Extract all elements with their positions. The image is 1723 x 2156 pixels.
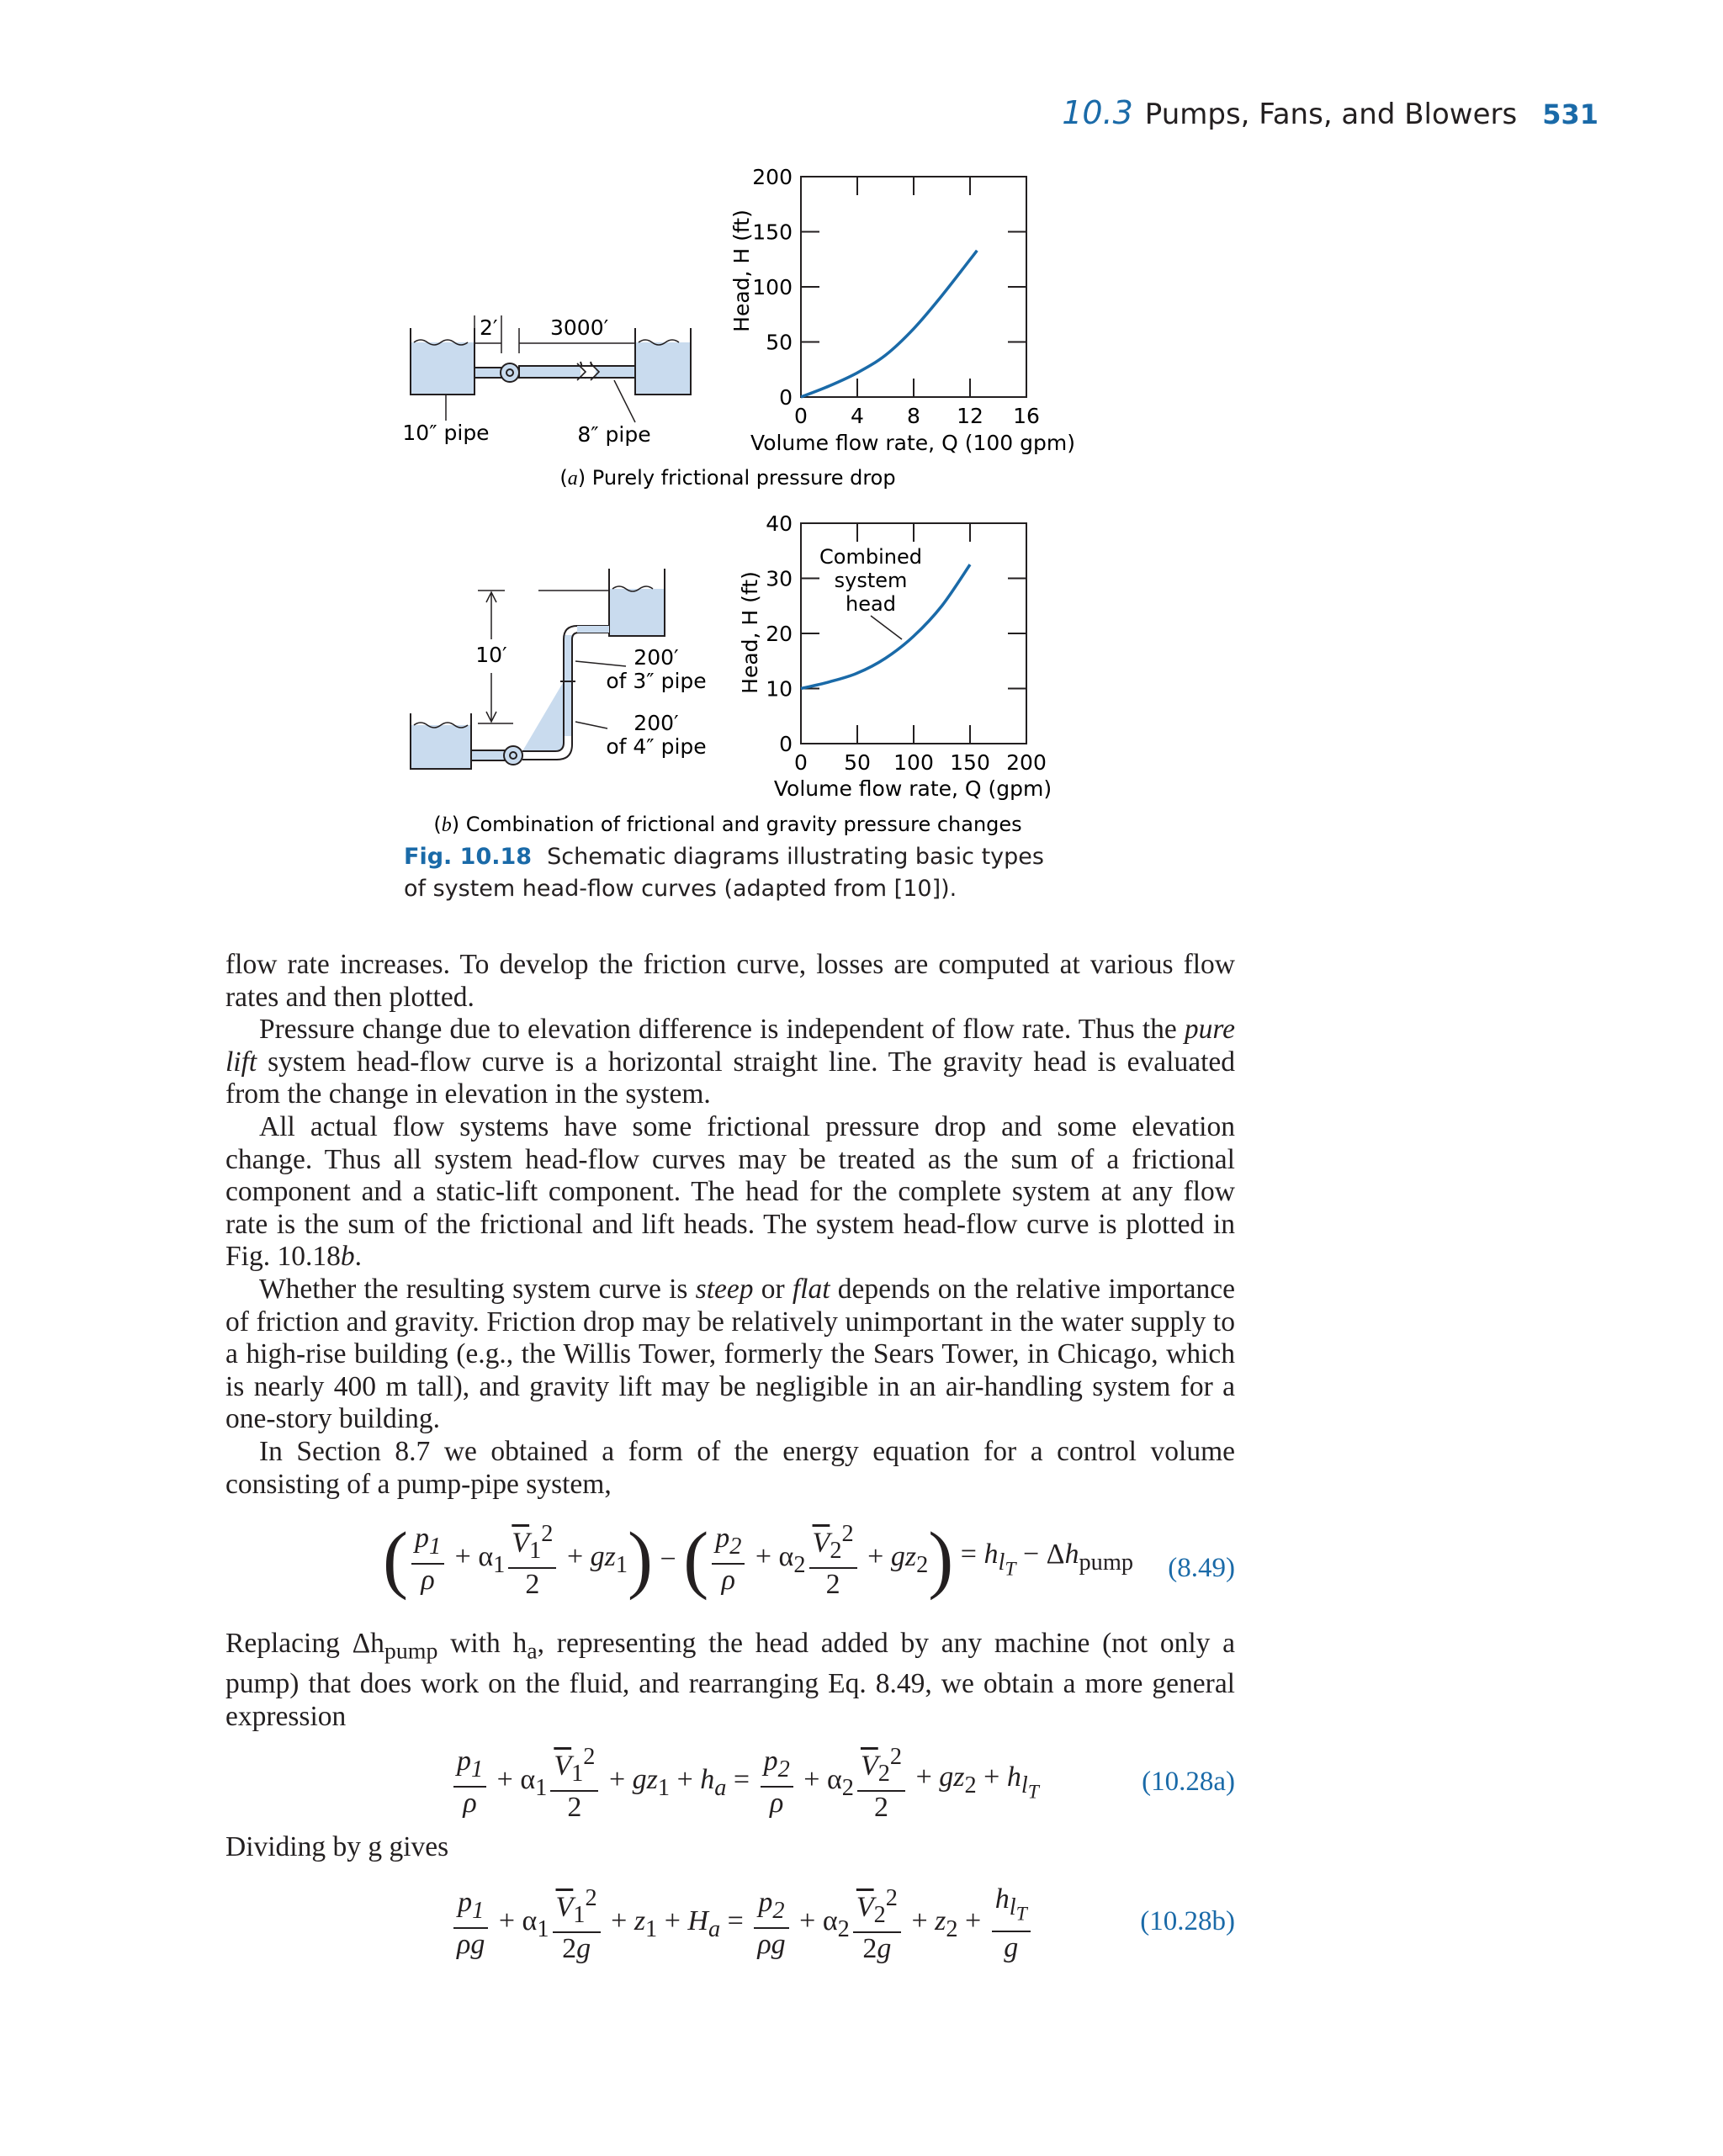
- p4-text-or: or: [761, 1273, 785, 1305]
- figure-caption: [404, 841, 1060, 905]
- chart-a-xtick-label: 0: [794, 404, 808, 428]
- upper-tank-water: [609, 589, 665, 636]
- caption-b-letter: b: [441, 814, 452, 836]
- chart-b-xtick-label: 200: [1006, 750, 1047, 775]
- chart-a-ytick-label: 150: [752, 220, 793, 245]
- label-200-3b: of 3″ pipe: [606, 669, 707, 693]
- label-10in-pipe: 10″ pipe: [402, 421, 490, 445]
- p6-sub-a: a: [527, 1638, 538, 1665]
- figure-caption-text: Schematic diagrams illustrating basic types of system head-flow curves (adapted from [10]).: [404, 844, 1044, 902]
- chart-b-xtick-label: 50: [844, 750, 871, 775]
- p4-text-e: depends on the relative importance of friction and gravity. Friction drop may be relatively unimportant in the water supply to a high-rise building (e.g., the Willis Tower, formerly the Sears Tower, in Chicago, which is nearly 400 m tall), and gravity lift may be negligible in an air-handling system for a one-story building.: [225, 1273, 1236, 1435]
- equation-10-28a: $\frac{p_1}{\rho}$ + $\alpha_1$ $\frac{\overline{V}_1^2}{2}$ + $gz_1 + h_a$ = $\frac{p_2}{\rho}$ + $\alpha_2$ $\frac{\overline{V}_2^2}{2}$ + $gz_2 + h_{l_T}$: [450, 1741, 1039, 1824]
- label-3000ft: 3000′: [550, 315, 609, 340]
- equation-number-10-28a: (10.28a): [1142, 1767, 1235, 1797]
- caption-a-text: Purely frictional pressure drop: [591, 466, 896, 490]
- p2-italic: pure lift: [225, 1014, 1235, 1078]
- p6-text-a: Replacing Δh: [225, 1628, 384, 1659]
- equation-number-10-28b: (10.28b): [1140, 1906, 1235, 1936]
- right-tank-water: [635, 342, 691, 395]
- p3-italic: b: [340, 1241, 355, 1273]
- p3-text-c: .: [354, 1241, 362, 1273]
- chart-a-xtick-label: 12: [957, 404, 983, 428]
- lower-tank-water: [411, 725, 471, 769]
- chart-b-xtick-label: 150: [950, 750, 990, 775]
- chart-b-ytick-label: 10: [766, 676, 793, 702]
- chart-b-ytick-label: 0: [779, 732, 793, 756]
- caption-b: (b) Combination of frictional and gravity pressure changes: [433, 813, 1022, 836]
- chart-a-curve: [801, 251, 977, 397]
- paragraph-1: flow rate increases. To develop the friction curve, losses are computed at various flow rates and then plotted.: [225, 949, 1235, 1013]
- pump-b: [504, 746, 522, 765]
- paragraph-3: [225, 1111, 1235, 1274]
- chart-b-ylabel: Head, H (ft): [738, 571, 762, 694]
- caption-b-text: Combination of frictional and gravity pressure changes: [465, 813, 1022, 836]
- paragraph-6: [225, 1628, 1235, 1733]
- chart-a-ytick-label: 50: [766, 330, 793, 355]
- label-8in-pipe: 8″ pipe: [577, 422, 651, 447]
- equation-number-8-49: (8.49): [1168, 1553, 1235, 1583]
- chart-b-annot-1: Combined: [819, 545, 922, 569]
- p6-text-c: with h: [450, 1628, 528, 1659]
- pump-a: [501, 363, 519, 382]
- chart-a-xtick-label: 4: [851, 404, 864, 428]
- chart-a-xlabel: Volume flow rate, Q (100 gpm): [750, 431, 1075, 455]
- p2-text-a: Pressure change due to elevation difference is independent of flow rate. Thus the: [259, 1014, 1177, 1046]
- equation-8-49: ( $\frac{p_1}{\rho}$ + $\alpha_1$ $\frac{\overline{V}_1^2}{2}$ + $gz_1$) − ( $\frac{p_2}{\rho}$ + $\alpha_2$ $\frac{\overline{V}_2^2}{2}$ + $gz_2) = h_{l_T} - \Delta h_{pump}$: [383, 1518, 1134, 1602]
- p6-sub-pump: pump: [384, 1638, 438, 1665]
- p4-text-a: Whether the resulting system curve is: [259, 1273, 688, 1305]
- chart-b-ytick-label: 30: [766, 566, 793, 591]
- chart-a-ytick-label: 200: [752, 165, 793, 189]
- paragraph-4: [225, 1274, 1235, 1436]
- p4-italic-steep: steep: [695, 1273, 754, 1305]
- chart-b-ytick-label: 20: [766, 622, 793, 646]
- page-number: 531: [1542, 98, 1598, 130]
- chart-b-annot-3: head: [846, 592, 896, 616]
- label-200-4b: of 4″ pipe: [606, 734, 707, 759]
- chart-a-ytick-label: 0: [779, 385, 793, 410]
- chart-a-ytick-label: 100: [752, 275, 793, 299]
- p6-text-e: , representing the head added by any machine (not only a pump) that does work on the fluid, and rearranging Eq. 8.49, we obtain a more general expression: [225, 1628, 1236, 1732]
- chart-b-annot-leader: [871, 616, 902, 639]
- p2-text-c: system head-flow curve is a horizontal straight line. The gravity head is evaluated from the change in elevation in the system.: [225, 1046, 1235, 1110]
- p3-text-a: All actual flow systems have some frictional pressure drop and some elevation change. Thus all system head-flow curves may be treated as the sum of a frictional component and a static-lift component. The head for the complete system at any flow rate is the sum of the frictional and lift heads. The system head-flow curve is plotted in Fig. 10.18: [225, 1110, 1235, 1273]
- equation-10-28b: $\frac{p_1}{\rho g}$ + $\alpha_1$ $\frac{\overline{V}_1^2}{2g}$ + $z_1 + H_a$ = $\frac{p_2}{\rho g}$ + $\alpha_2$ $\frac{\overline{V}_2^2}{2g}$ + $z_2$ + $\frac{h_{l_T}}{g}$: [450, 1883, 1034, 1965]
- p4-italic-flat: flat: [792, 1273, 830, 1305]
- chapter-number: 10.3: [1062, 94, 1133, 131]
- chart-b-ytick-label: 40: [766, 511, 793, 536]
- chart-b-xtick-label: 100: [893, 750, 934, 775]
- label-2ft: 2′: [480, 315, 498, 340]
- paragraph-2: [225, 1014, 1235, 1111]
- chart-b-xlabel: Volume flow rate, Q (gpm): [773, 776, 1052, 801]
- label-200-3a: 200′: [634, 645, 679, 670]
- caption-a-letter: a: [567, 468, 578, 490]
- caption-a: (a) Purely frictional pressure drop: [559, 466, 896, 490]
- figure-10-18: [0, 0, 1723, 841]
- body-text: [225, 949, 1235, 1501]
- chart-a-frame: [801, 177, 1026, 397]
- label-10ft: 10′: [475, 643, 507, 667]
- chart-a-xtick-label: 8: [907, 404, 920, 428]
- paragraph-5: In Section 8.7 we obtained a form of the energy equation for a control volume consisting of a pump-pipe system,: [225, 1435, 1235, 1500]
- left-tank-water: [411, 342, 474, 395]
- chapter-title: Pumps, Fans, and Blowers: [1144, 98, 1518, 131]
- paragraph-7: Dividing by g gives: [225, 1831, 449, 1862]
- figure-caption-label: Fig. 10.18: [404, 844, 533, 870]
- chart-a-xtick-label: 16: [1013, 404, 1040, 428]
- chart-b-annot-2: system: [834, 569, 908, 592]
- chart-a-ylabel: Head, H (ft): [729, 209, 754, 332]
- chart-a: [752, 165, 1040, 428]
- label-200-4a: 200′: [634, 711, 679, 735]
- chart-b-xtick-label: 0: [794, 750, 808, 775]
